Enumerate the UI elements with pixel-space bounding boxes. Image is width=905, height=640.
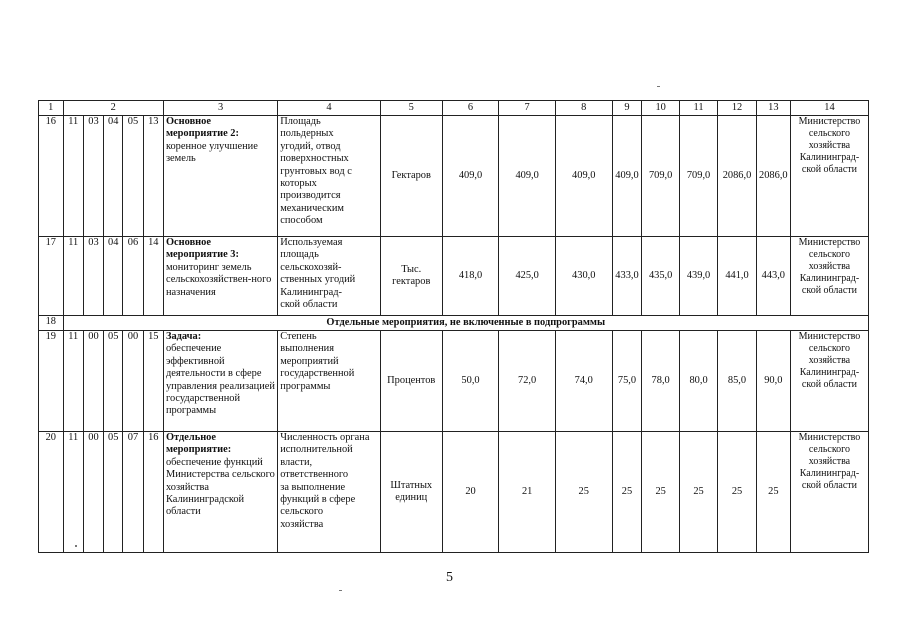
- measure-text: мониторинг земель сельскохозяйствен-ного назначения: [165, 261, 272, 298]
- code-cell: 05: [104, 432, 123, 553]
- value-cell: 25: [756, 432, 790, 553]
- code-cell: 00: [83, 432, 103, 553]
- value-cell: 25: [555, 432, 612, 553]
- header-cell: 5: [380, 101, 442, 116]
- code-cell: 06: [123, 237, 143, 316]
- header-cell: 10: [642, 101, 679, 116]
- code-cell: 05: [123, 116, 143, 237]
- section-row: [39, 316, 869, 331]
- row-number: 17: [39, 237, 64, 316]
- code-cell: 13: [143, 116, 163, 237]
- measure-text: обеспечение функций Министерства сельского хозяйства Калининградской области: [165, 456, 275, 518]
- unit-cell: Тыс. гектаров: [380, 237, 442, 316]
- value-cell: 25: [718, 432, 756, 553]
- row-number: 20: [39, 432, 64, 553]
- indicator-name: Используемая площадь сельскохозяй- ственных угодий Калининград- ской области: [278, 237, 381, 316]
- value-cell: 2086,0: [756, 116, 790, 237]
- measure-description: [163, 432, 277, 553]
- responsible-executor: Министерство сельского хозяйства Калининград- ской области: [790, 237, 868, 316]
- value-cell: 25: [612, 432, 642, 553]
- header-cell: 9: [612, 101, 642, 116]
- value-cell: 409,0: [499, 116, 556, 237]
- header-cell: 14: [790, 101, 868, 116]
- code-cell: 16: [143, 432, 163, 553]
- code-cell: 03: [83, 116, 103, 237]
- value-cell: 25: [642, 432, 679, 553]
- value-cell: 709,0: [679, 116, 717, 237]
- value-cell: 20: [442, 432, 499, 553]
- value-cell: 50,0: [442, 331, 499, 432]
- table-row: [39, 432, 869, 553]
- indicator-name: Степень выполнения мероприятий государственной программы: [278, 331, 381, 432]
- code-cell: 00: [83, 331, 103, 432]
- value-cell: 90,0: [756, 331, 790, 432]
- code-cell: 00: [123, 331, 143, 432]
- measure-title: Основное мероприятие 2:: [165, 116, 239, 140]
- code-cell: 15: [143, 331, 163, 432]
- table-row: [39, 237, 869, 316]
- row-number: 16: [39, 116, 64, 237]
- header-cell: 1: [39, 101, 64, 116]
- code-cell: 11: [63, 331, 83, 432]
- header-cell: 13: [756, 101, 790, 116]
- unit-cell: Процентов: [380, 331, 442, 432]
- header-row: [39, 101, 869, 116]
- code-cell: 11: [63, 237, 83, 316]
- table-row: [39, 116, 869, 237]
- value-cell: 21: [499, 432, 556, 553]
- measure-title: Основное мероприятие 3:: [165, 237, 239, 261]
- value-cell: 435,0: [642, 237, 679, 316]
- value-cell: 418,0: [442, 237, 499, 316]
- responsible-executor: Министерство сельского хозяйства Калининград- ской области: [790, 331, 868, 432]
- indicator-name: Площадь польдерных угодий, отвод поверхностных грунтовых вод с которых производится механическим способом: [278, 116, 381, 237]
- value-cell: 72,0: [499, 331, 556, 432]
- value-cell: 409,0: [555, 116, 612, 237]
- value-cell: 2086,0: [718, 116, 756, 237]
- header-cell: 2: [63, 101, 163, 116]
- code-cell: 05: [104, 331, 123, 432]
- code-cell: 04: [104, 116, 123, 237]
- value-cell: 409,0: [442, 116, 499, 237]
- value-cell: 433,0: [612, 237, 642, 316]
- header-cell: 4: [278, 101, 381, 116]
- indicator-name: Численность органа исполнительной власти, ответственного за выполнение функций в сфере сельского хозяйства: [278, 432, 381, 553]
- table-row: [39, 331, 869, 432]
- measure-text: обеспечение эффективной деятельности в сфере управления реализацией государственной программы: [165, 343, 275, 417]
- value-cell: 430,0: [555, 237, 612, 316]
- document-table-container: [38, 100, 869, 553]
- measure-title: Отдельное мероприятие:: [165, 432, 232, 456]
- header-cell: 3: [163, 101, 277, 116]
- header-cell: 12: [718, 101, 756, 116]
- unit-cell: Штатных единиц: [380, 432, 442, 553]
- value-cell: 78,0: [642, 331, 679, 432]
- code-cell: 04: [104, 237, 123, 316]
- value-cell: 409,0: [612, 116, 642, 237]
- value-cell: 441,0: [718, 237, 756, 316]
- header-cell: 6: [442, 101, 499, 116]
- measure-description: [163, 331, 277, 432]
- responsible-executor: Министерство сельского хозяйства Калининград- ской области: [790, 116, 868, 237]
- code-cell: 11: [63, 432, 83, 553]
- value-cell: 80,0: [679, 331, 717, 432]
- value-cell: 443,0: [756, 237, 790, 316]
- header-cell: 8: [555, 101, 612, 116]
- value-cell: 75,0: [612, 331, 642, 432]
- value-cell: 85,0: [718, 331, 756, 432]
- header-cell: 11: [679, 101, 717, 116]
- code-cell: 07: [123, 432, 143, 553]
- code-cell: 03: [83, 237, 103, 316]
- measure-description: [163, 116, 277, 237]
- measure-description: [163, 237, 277, 316]
- value-cell: 425,0: [499, 237, 556, 316]
- code-cell: 14: [143, 237, 163, 316]
- value-cell: 709,0: [642, 116, 679, 237]
- value-cell: 74,0: [555, 331, 612, 432]
- code-cell: 11: [63, 116, 83, 237]
- program-indicators-table: [38, 100, 869, 553]
- value-cell: 25: [679, 432, 717, 553]
- measure-title: Задача:: [165, 331, 202, 342]
- row-number: 19: [39, 331, 64, 432]
- page-number: 5: [446, 570, 453, 585]
- row-number: 18: [39, 316, 64, 331]
- measure-text: коренное улучшение земель: [165, 140, 258, 165]
- value-cell: 439,0: [679, 237, 717, 316]
- header-cell: 7: [499, 101, 556, 116]
- section-title: Отдельные мероприятия, не включенные в подпрограммы: [63, 316, 868, 331]
- responsible-executor: Министерство сельского хозяйства Калининград- ской области: [790, 432, 868, 553]
- unit-cell: Гектаров: [380, 116, 442, 237]
